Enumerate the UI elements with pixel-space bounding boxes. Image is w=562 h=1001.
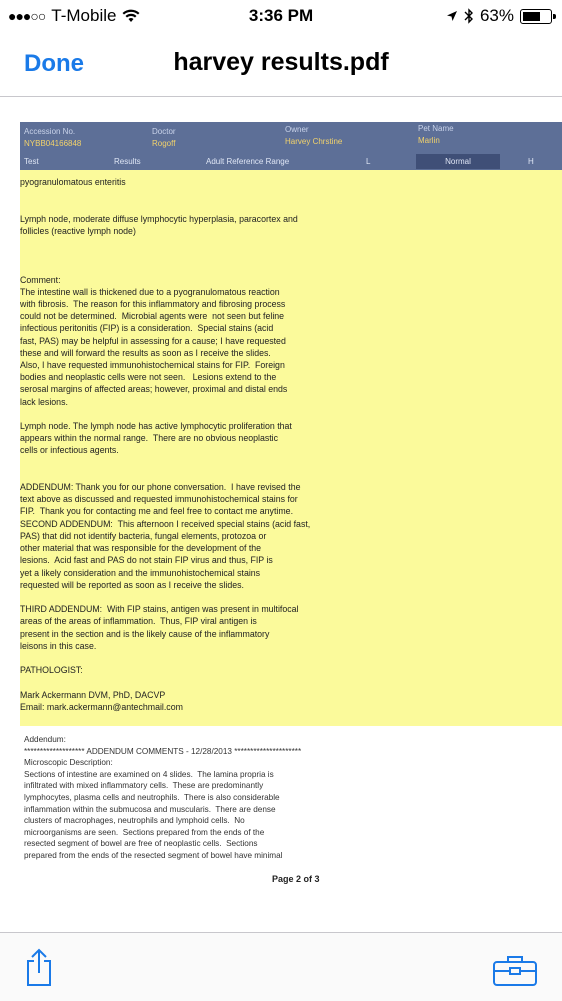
report-line: SECOND ADDENDUM: This afternoon I received special stains (acid fast, xyxy=(20,518,311,529)
owner-label: Owner xyxy=(285,125,309,134)
report-line xyxy=(20,237,310,249)
report-line: PATHOLOGIST: xyxy=(20,665,83,676)
report-line: lesions. Acid fast and PAS do not stain FIP virus and thus, FIP is xyxy=(20,555,273,566)
report-line xyxy=(20,652,310,664)
owner-value: Harvey Chrstine xyxy=(285,137,343,146)
report-line xyxy=(20,469,310,481)
addendum-line: Addendum: xyxy=(24,735,66,744)
battery-icon xyxy=(520,9,552,24)
col-normal: Normal xyxy=(416,154,500,169)
location-arrow-icon xyxy=(446,10,458,22)
report-line: these and will forward the results as soon as I receive the slides. xyxy=(20,347,271,358)
addendum-line: infiltrated with mixed inflammatory cells. These are predominantly xyxy=(24,781,264,791)
col-test: Test xyxy=(24,157,39,166)
addendum-line: ******************* ADDENDUM COMMENTS - 12/28/2013 ********************* xyxy=(24,746,302,756)
report-line: FIP. Thank you for contacting me and feel free to contact me anytime. xyxy=(20,506,294,517)
report-line xyxy=(20,188,310,200)
toolbox-icon[interactable] xyxy=(492,953,538,987)
report-line xyxy=(20,591,310,603)
report-line xyxy=(20,200,310,212)
addendum-line: Microscopic Description: xyxy=(24,758,113,768)
report-line: leisons in this case. xyxy=(20,640,97,651)
report-line: THIRD ADDENDUM: With FIP stains, antigen was present in multifocal xyxy=(20,604,299,615)
report-line: yet a likely consideration and the immunohistochemical stains xyxy=(20,567,261,578)
report-line: Lymph node. The lymph node has active lymphocytic proliferation that xyxy=(20,421,292,432)
clock: 3:36 PM xyxy=(248,6,314,25)
report-line: text above as discussed and requested immunohistochemical stains for xyxy=(20,494,298,505)
report-line: Mark Ackermann DVM, PhD, DACVP xyxy=(20,689,166,700)
status-bar xyxy=(0,0,562,32)
col-low: L xyxy=(366,157,371,166)
report-line: Also, I have requested immunohistochemical stains for FIP. Foreign xyxy=(20,360,285,371)
bottom-toolbar xyxy=(0,932,562,1001)
pet-name-label: Pet Name xyxy=(418,124,454,133)
accession-label: Accession No. xyxy=(24,127,76,136)
done-button[interactable]: Done xyxy=(24,50,84,77)
battery-percent: 63% xyxy=(479,6,514,25)
report-line: cells or infectious agents. xyxy=(20,445,119,456)
accession-value: NYBB04166848 xyxy=(24,139,82,148)
report-line: follicles (reactive lymph node) xyxy=(20,225,136,236)
share-icon[interactable] xyxy=(24,947,54,987)
report-line: present in the section and is the likely cause of the inflammatory xyxy=(20,628,270,639)
pet-name-value: Marlin xyxy=(418,136,440,145)
addendum-line: Sections of intestine are examined on 4 slides. The lamina propria is xyxy=(24,769,274,779)
report-body-text xyxy=(20,176,310,713)
addendum-line: prepared from the ends of the resected segment of bowel have minimal xyxy=(24,850,283,860)
report-line xyxy=(20,249,310,261)
addendum-line: resected segment of bowel are free of neoplastic cells. Sections xyxy=(24,839,258,849)
report-line xyxy=(20,676,310,688)
doctor-label: Doctor xyxy=(152,127,176,136)
pdf-page xyxy=(14,120,558,890)
addendum-line: microorganisms are seen. Sections prepared from the ends of the xyxy=(24,827,265,837)
column-header-row xyxy=(20,154,562,169)
report-line: other material that was responsible for the development of the xyxy=(20,543,262,554)
col-results: Results xyxy=(114,157,141,166)
col-reference-range: Adult Reference Range xyxy=(206,157,290,166)
report-line: ADDENDUM: Thank you for our phone conversation. I have revised the xyxy=(20,482,301,493)
signal-strength-icon: ●●●○○ xyxy=(8,8,46,24)
col-high: H xyxy=(528,157,534,166)
status-right xyxy=(446,6,552,26)
report-line: infectious peritonitis (FIP) is a consideration. Special stains (acid xyxy=(20,323,274,334)
report-line: serosal margins of affected areas; however, proximal and distal ends xyxy=(20,384,288,395)
report-line: could not be determined. Microbial agents were not seen but feline xyxy=(20,311,285,322)
addendum-line: lymphocytes, plasma cells and neutrophils. There is also considerable xyxy=(24,792,280,802)
addendum-text xyxy=(24,734,301,862)
report-line: fast, PAS) may be helpful in assessing for a cause; I have requested xyxy=(20,335,286,346)
page-indicator: Page 2 of 3 xyxy=(272,874,320,884)
document-title: harvey results.pdf xyxy=(173,48,389,76)
navigation-bar xyxy=(0,32,562,97)
report-line xyxy=(20,261,310,273)
report-line xyxy=(20,408,310,420)
addendum-line: inflammation within the submucosa and muscularis. There are dense xyxy=(24,804,276,814)
report-line xyxy=(20,457,310,469)
report-line: with fibrosis. The reason for this inflammatory and fibrosing process xyxy=(20,299,286,310)
doctor-value: Rogoff xyxy=(152,139,176,148)
report-line: bodies and neoplastic cells were not seen. Lesions extend to the xyxy=(20,372,277,383)
report-line: pyogranulomatous enteritis xyxy=(20,177,126,187)
report-line: appears within the normal range. There are no obvious neoplastic xyxy=(20,433,279,444)
report-line: Email: mark.ackermann@antechmail.com xyxy=(20,701,183,712)
addendum-line: clusters of macrophages, neutrophils and lymphoid cells. No xyxy=(24,816,245,826)
report-line: lack lesions. xyxy=(20,396,68,407)
report-line: Lymph node, moderate diffuse lymphocytic hyperplasia, paracortex and xyxy=(20,213,298,224)
bluetooth-icon xyxy=(464,8,474,24)
report-line: Comment: xyxy=(20,274,61,285)
carrier-name: T-Mobile xyxy=(51,6,117,25)
report-line: requested will be reported as soon as I receive the slides. xyxy=(20,579,244,590)
report-line: The intestine wall is thickened due to a pyogranulomatous reaction xyxy=(20,286,280,297)
report-line: PAS) that did not identify bacteria, fungal elements, protozoa or xyxy=(20,530,267,541)
report-line: areas of the areas of inflammation. Thus, FIP viral antigen is xyxy=(20,616,257,627)
